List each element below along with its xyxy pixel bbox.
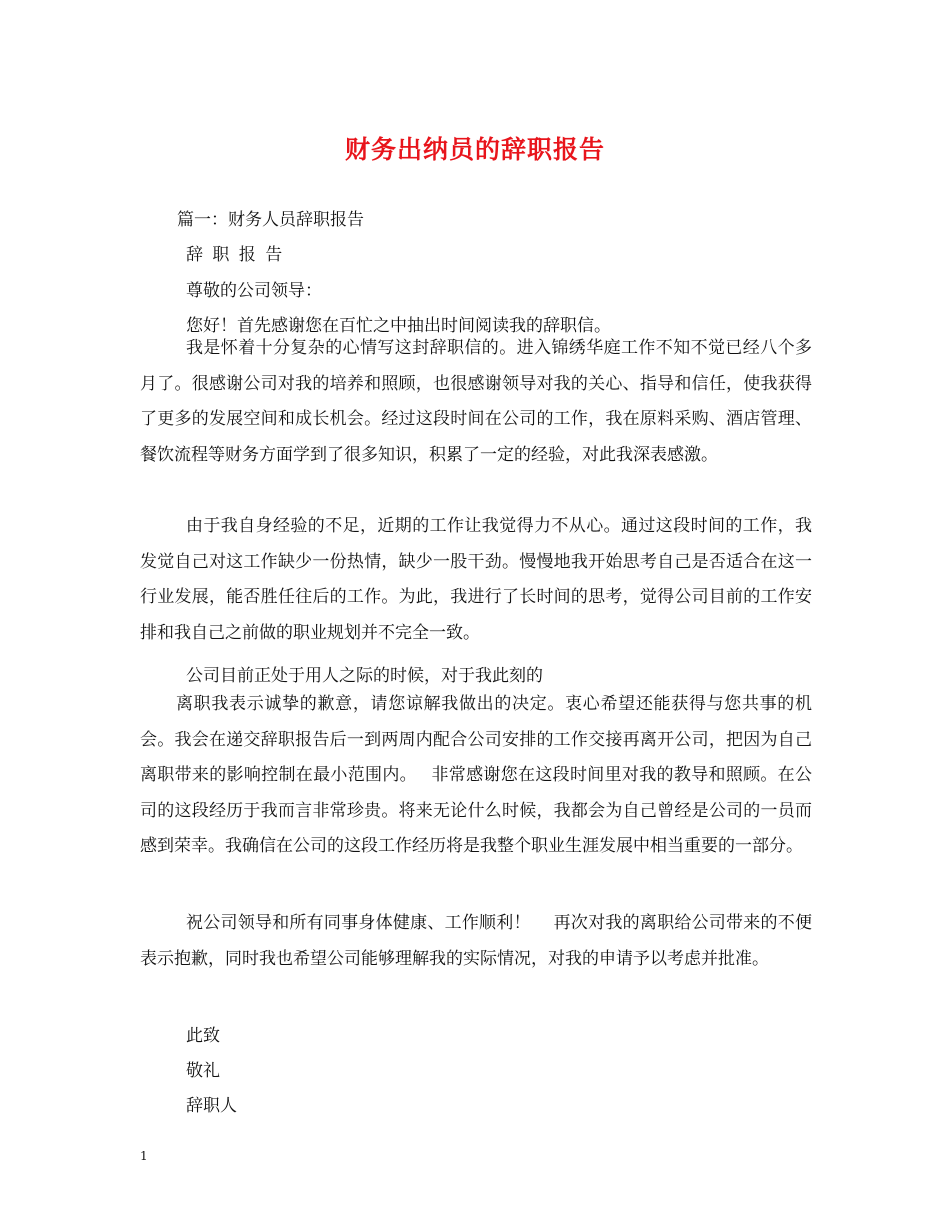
short-line: 公司目前正处于用人之际的时候，对于我此刻的	[186, 666, 543, 686]
document-title: 财务出纳员的辞职报告	[344, 135, 605, 164]
section-heading: 篇一：财务人员辞职报告	[177, 210, 364, 230]
closing-line-2: 敬礼	[186, 1061, 220, 1081]
body-paragraph-3: 离职我表示诚挚的歉意，请您谅解我做出的决定。衷心希望还能获得与您共事的机会。我会在递交辞职报告后一到两周内配合公司安排的工作交接再离开公司，把因为自己离职带来的影响控制在最小范围内。 非常感谢您在这段时间里对我的教导和照顾。在公司的这段经历于我而言非常珍贵。将来无论什么时候，我都会为自己曾经是公司的一员而感到荣幸。我确信在公司的这段工作经历将是我整个职业生涯发展中相当重要的一部分。	[140, 694, 812, 856]
closing-line-1: 此致	[186, 1026, 220, 1046]
salutation: 尊敬的公司领导：	[186, 281, 322, 301]
body-paragraph-1: 我是怀着十分复杂的心情写这封辞职信的。进入锦绣华庭工作不知不觉已经八个多月了。很感谢公司对我的培养和照顾，也很感谢领导对我的关心、指导和信任，使我获得了更多的发展空间和成长机会。经过这段时间在公司的工作，我在原料采购、酒店管理、餐饮流程等财务方面学到了很多知识，积累了一定的经验，对此我深表感激。	[140, 338, 812, 465]
signature-label: 辞职人	[186, 1096, 237, 1116]
body-paragraph-4: 祝公司领导和所有同事身体健康、工作顺利！ 再次对我的离职给公司带来的不便表示抱歉，同时我也希望公司能够理解我的实际情况，对我的申请予以考虑并批准。	[140, 913, 812, 969]
body-paragraph-2: 由于我自身经验的不足，近期的工作让我觉得力不从心。通过这段时间的工作，我发觉自己对这工作缺少一份热情，缺少一股干劲。慢慢地我开始思考自己是否适合在这一行业发展，能否胜任往后的工作。为此，我进行了长时间的思考，觉得公司目前的工作安排和我自己之前做的职业规划并不完全一致。	[140, 516, 812, 643]
page-number: 1	[140, 1149, 148, 1163]
greeting-line: 您好！首先感谢您在百忙之中抽出时间阅读我的辞职信。	[186, 316, 611, 336]
sub-heading: 辞 职 报 告	[186, 245, 285, 265]
